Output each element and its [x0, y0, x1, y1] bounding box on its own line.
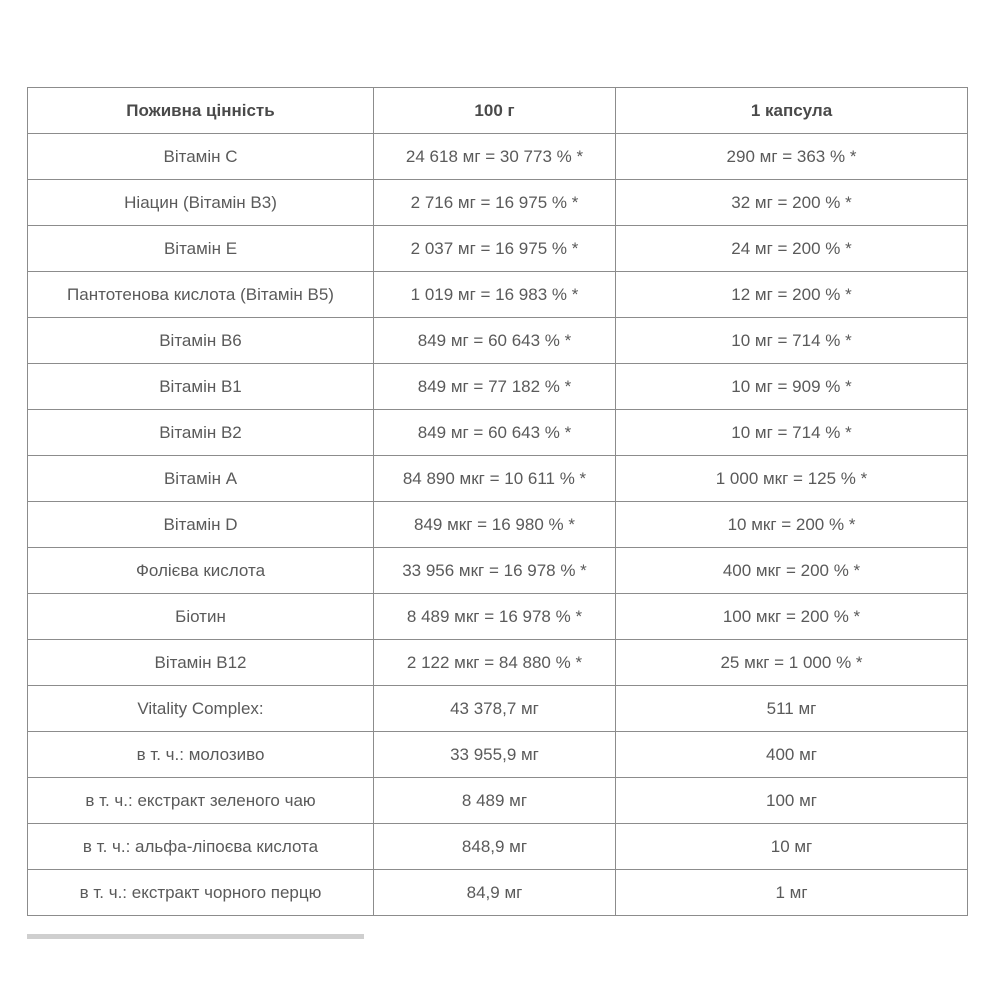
per-capsule-cell: 511 мг [616, 686, 968, 732]
nutrient-name-cell: Вітамін В2 [28, 410, 374, 456]
per-capsule-cell: 10 мг [616, 824, 968, 870]
per-capsule-cell: 100 мкг = 200 % * [616, 594, 968, 640]
table-row [28, 640, 968, 686]
table-row [28, 824, 968, 870]
table-row [28, 548, 968, 594]
table-row [28, 226, 968, 272]
per-100g-cell: 33 955,9 мг [374, 732, 616, 778]
per-capsule-cell: 290 мг = 363 % * [616, 134, 968, 180]
nutrient-name-cell: в т. ч.: екстракт зеленого чаю [28, 778, 374, 824]
nutrient-name-cell: Вітамін В1 [28, 364, 374, 410]
table-row [28, 318, 968, 364]
table-row [28, 502, 968, 548]
table-row [28, 364, 968, 410]
per-100g-cell: 2 122 мкг = 84 880 % * [374, 640, 616, 686]
nutrient-name-cell: Фолієва кислота [28, 548, 374, 594]
per-100g-cell: 849 мг = 77 182 % * [374, 364, 616, 410]
per-100g-cell: 849 мкг = 16 980 % * [374, 502, 616, 548]
header-per-capsule: 1 капсула [616, 88, 968, 134]
per-capsule-cell: 25 мкг = 1 000 % * [616, 640, 968, 686]
nutrient-name-cell: Вітамін В6 [28, 318, 374, 364]
nutrient-name-cell: Вітамін D [28, 502, 374, 548]
per-100g-cell: 1 019 мг = 16 983 % * [374, 272, 616, 318]
table-row [28, 134, 968, 180]
nutrient-name-cell: в т. ч.: альфа-ліпоєва кислота [28, 824, 374, 870]
nutrient-name-cell: Вітамін В12 [28, 640, 374, 686]
per-100g-cell: 8 489 мг [374, 778, 616, 824]
horizontal-scrollbar[interactable] [27, 934, 364, 939]
per-100g-cell: 2 037 мг = 16 975 % * [374, 226, 616, 272]
per-100g-cell: 84 890 мкг = 10 611 % * [374, 456, 616, 502]
nutrition-table [27, 87, 968, 916]
per-100g-cell: 84,9 мг [374, 870, 616, 916]
nutrient-name-cell: в т. ч.: молозиво [28, 732, 374, 778]
per-100g-cell: 849 мг = 60 643 % * [374, 318, 616, 364]
nutrient-name-cell: Вітамін А [28, 456, 374, 502]
per-100g-cell: 849 мг = 60 643 % * [374, 410, 616, 456]
header-per-100g: 100 г [374, 88, 616, 134]
table-row [28, 410, 968, 456]
per-capsule-cell: 10 мг = 714 % * [616, 410, 968, 456]
table-row [28, 456, 968, 502]
table-row [28, 686, 968, 732]
nutrient-name-cell: Ніацин (Вітамін В3) [28, 180, 374, 226]
table-body [28, 134, 968, 916]
per-100g-cell: 33 956 мкг = 16 978 % * [374, 548, 616, 594]
table-header [28, 88, 968, 134]
header-row [28, 88, 968, 134]
per-100g-cell: 24 618 мг = 30 773 % * [374, 134, 616, 180]
per-capsule-cell: 10 мкг = 200 % * [616, 502, 968, 548]
per-capsule-cell: 100 мг [616, 778, 968, 824]
nutrient-name-cell: Вітамін С [28, 134, 374, 180]
per-capsule-cell: 400 мкг = 200 % * [616, 548, 968, 594]
per-capsule-cell: 1 000 мкг = 125 % * [616, 456, 968, 502]
table-row [28, 180, 968, 226]
table-row [28, 732, 968, 778]
table-row [28, 594, 968, 640]
nutrient-name-cell: в т. ч.: екстракт чорного перцю [28, 870, 374, 916]
per-capsule-cell: 12 мг = 200 % * [616, 272, 968, 318]
per-capsule-cell: 24 мг = 200 % * [616, 226, 968, 272]
nutrient-name-cell: Біотин [28, 594, 374, 640]
per-capsule-cell: 10 мг = 714 % * [616, 318, 968, 364]
per-100g-cell: 848,9 мг [374, 824, 616, 870]
table-row [28, 272, 968, 318]
per-capsule-cell: 400 мг [616, 732, 968, 778]
per-100g-cell: 43 378,7 мг [374, 686, 616, 732]
nutrient-name-cell: Vitality Complex: [28, 686, 374, 732]
per-100g-cell: 2 716 мг = 16 975 % * [374, 180, 616, 226]
table-row [28, 778, 968, 824]
nutrient-name-cell: Пантотенова кислота (Вітамін В5) [28, 272, 374, 318]
per-capsule-cell: 1 мг [616, 870, 968, 916]
header-nutritional-value: Поживна цінність [28, 88, 374, 134]
nutrient-name-cell: Вітамін Е [28, 226, 374, 272]
per-100g-cell: 8 489 мкг = 16 978 % * [374, 594, 616, 640]
table-row [28, 870, 968, 916]
per-capsule-cell: 10 мг = 909 % * [616, 364, 968, 410]
per-capsule-cell: 32 мг = 200 % * [616, 180, 968, 226]
